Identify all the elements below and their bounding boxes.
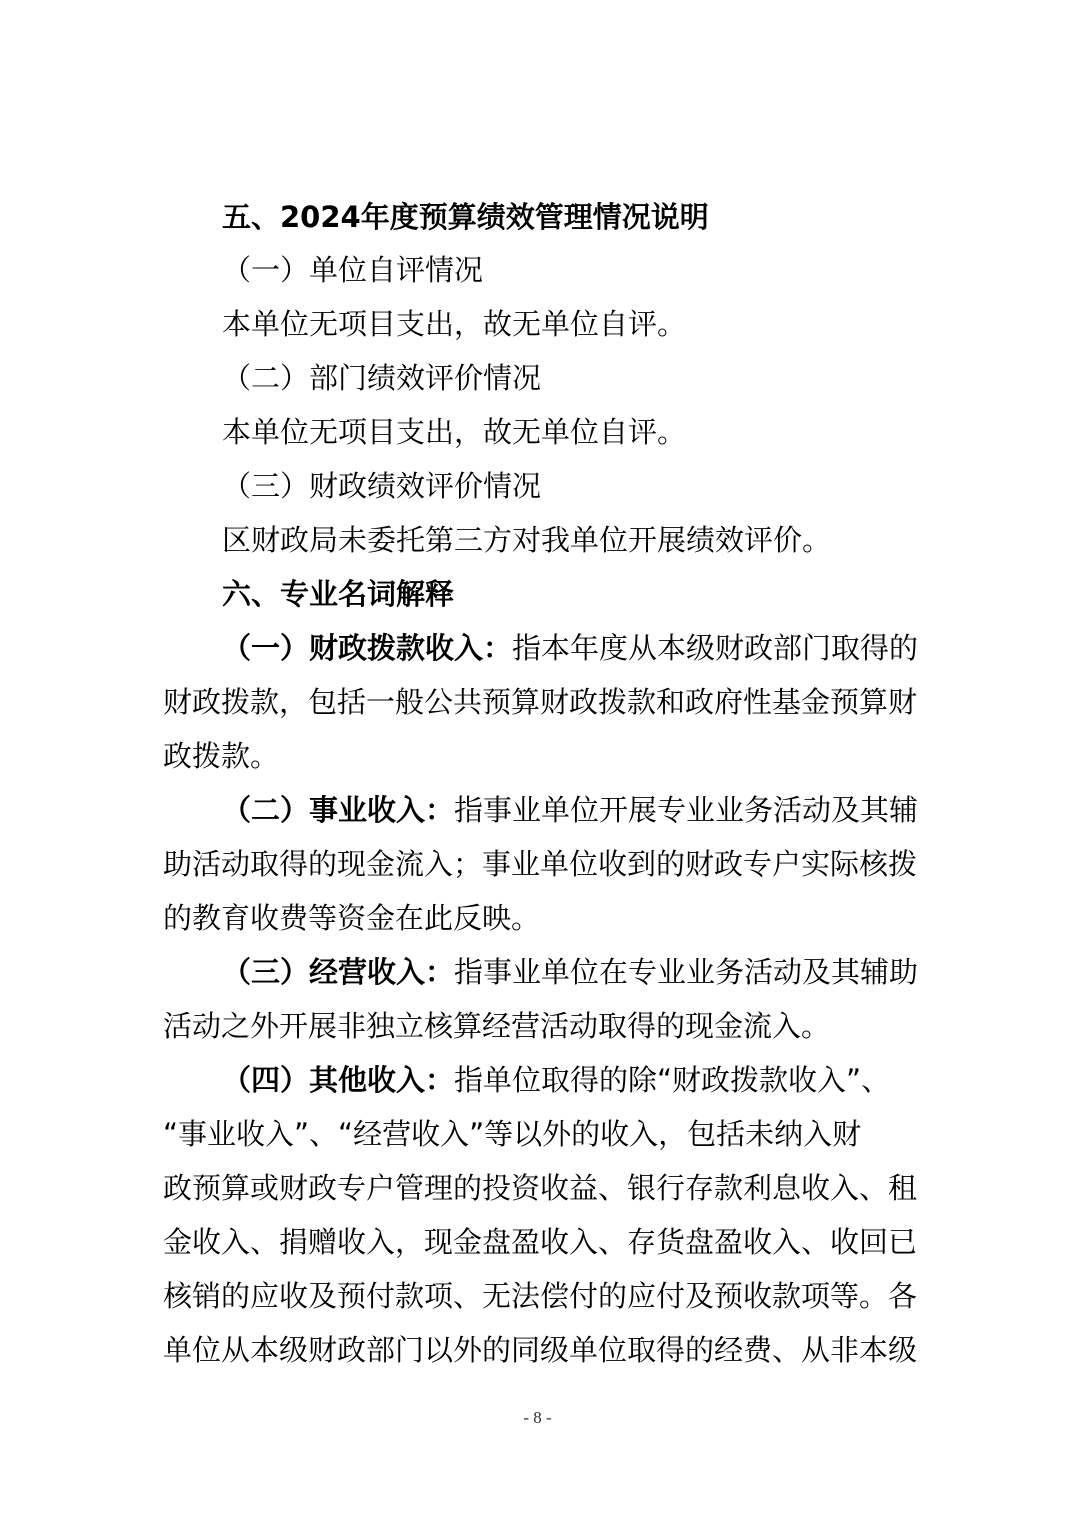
- subsection-department-evaluation-title: （二）部门绩效评价情况: [222, 361, 542, 395]
- term-2-first-line: [222, 783, 982, 837]
- term-4-line-5: 核销的应收及预付款项、无法偿付的应付及预收款项等。各: [163, 1279, 918, 1313]
- term-4-label: （四）其他收入：: [222, 1063, 455, 1097]
- term-3-first-line: [222, 945, 982, 999]
- subsection-department-evaluation-body: 本单位无项目支出，故无单位自评。: [222, 415, 687, 449]
- subsection-finance-evaluation-title: （三）财政绩效评价情况: [222, 469, 542, 503]
- term-4-text: 指单位取得的除“财政拨款收入”、: [454, 1063, 891, 1097]
- term-2-label: （二）事业收入：: [222, 793, 455, 827]
- term-4-line-4: 金收入、捐赠收入，现金盘盈收入、存货盘盈收入、收回已: [163, 1225, 918, 1259]
- term-4-line-6: 单位从本级财政部门以外的同级单位取得的经费、从非本级: [163, 1333, 918, 1367]
- term-4-first-line: [222, 1053, 982, 1107]
- term-2-text: 指事业单位开展专业业务活动及其辅: [454, 793, 919, 827]
- term-3-line-2: 活动之外开展非独立核算经营活动取得的现金流入。: [163, 1009, 831, 1043]
- term-4-line-3: 政预算或财政专户管理的投资收益、银行存款利息收入、租: [163, 1171, 918, 1205]
- term-2-line-3: 的教育收费等资金在此反映。: [163, 901, 541, 935]
- term-1-first-line: [222, 621, 982, 675]
- section-5-heading: 五、2024年度预算绩效管理情况说明: [222, 200, 709, 234]
- term-3-label: （三）经营收入：: [222, 955, 455, 989]
- term-1-text: 指本年度从本级财政部门取得的: [512, 631, 919, 665]
- term-2-line-2: 助活动取得的现金流入；事业单位收到的财政专户实际核拨: [163, 847, 918, 881]
- section-6-heading: 六、专业名词解释: [222, 577, 455, 611]
- subsection-self-evaluation-body: 本单位无项目支出，故无单位自评。: [222, 307, 687, 341]
- subsection-self-evaluation-title: （一）单位自评情况: [222, 253, 484, 287]
- term-3-text: 指事业单位在专业业务活动及其辅助: [454, 955, 919, 989]
- term-1-line-2: 财政拨款，包括一般公共预算财政拨款和政府性基金预算财: [163, 685, 918, 719]
- term-1-line-3: 政拨款。: [163, 739, 280, 773]
- page-number: - 8 -: [523, 1408, 552, 1427]
- term-4-line-2: “事业收入”、“经营收入”等以外的收入，包括未纳入财: [163, 1117, 862, 1151]
- term-1-label: （一）财政拨款收入：: [222, 631, 513, 665]
- subsection-finance-evaluation-body: 区财政局未委托第三方对我单位开展绩效评价。: [222, 523, 832, 557]
